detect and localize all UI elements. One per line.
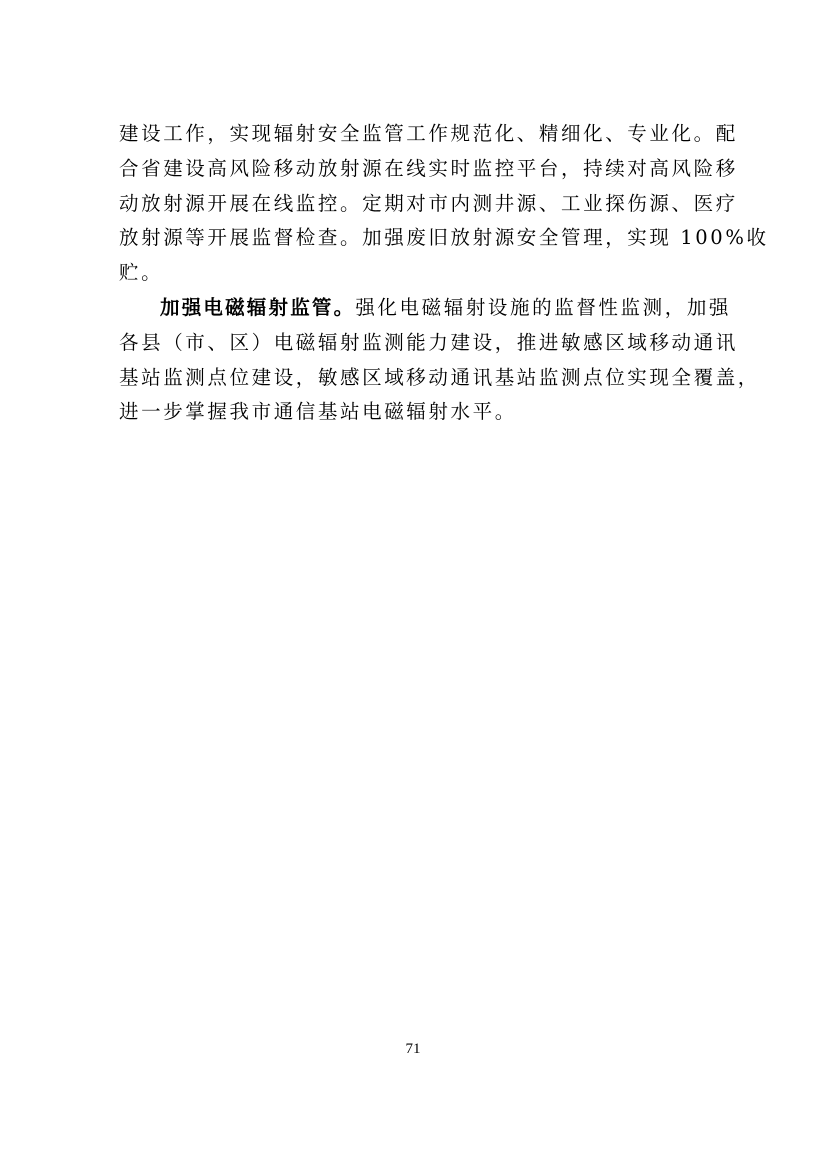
paragraph-line: 合省建设高风险移动放射源在线实时监控平台，持续对高风险移	[119, 156, 738, 180]
paragraph-line: 各县（市、区）电磁辐射监测能力建设，推进敏感区域移动通讯	[119, 330, 738, 354]
paragraph-line: 进一步掌握我市通信基站电磁辐射水平。	[119, 400, 517, 424]
paragraph-text: 强化电磁辐射设施的监督性监测，加强	[355, 295, 732, 319]
document-body	[119, 117, 769, 430]
page-number: 71	[405, 1041, 421, 1057]
paragraph-heading: 加强电磁辐射监管。	[160, 295, 356, 319]
paragraph-line: 基站监测点位建设，敏感区域移动通讯基站监测点位实现全覆盖，	[119, 365, 760, 389]
paragraph-line: 动放射源开展在线监控。定期对市内测井源、工业探伤源、医疗	[119, 191, 738, 215]
paragraph-electromagnetic-supervision	[119, 291, 760, 430]
paragraph-line: 建设工作，实现辐射安全监管工作规范化、精细化、专业化。配	[119, 122, 738, 145]
paragraph-first-line	[119, 291, 732, 326]
paragraph-line: 放射源等开展监督检查。加强废旧放射源安全管理，实现 100%收	[119, 226, 769, 250]
paragraph-radiation-source-management	[119, 117, 769, 291]
paragraph-line: 贮。	[119, 261, 164, 285]
